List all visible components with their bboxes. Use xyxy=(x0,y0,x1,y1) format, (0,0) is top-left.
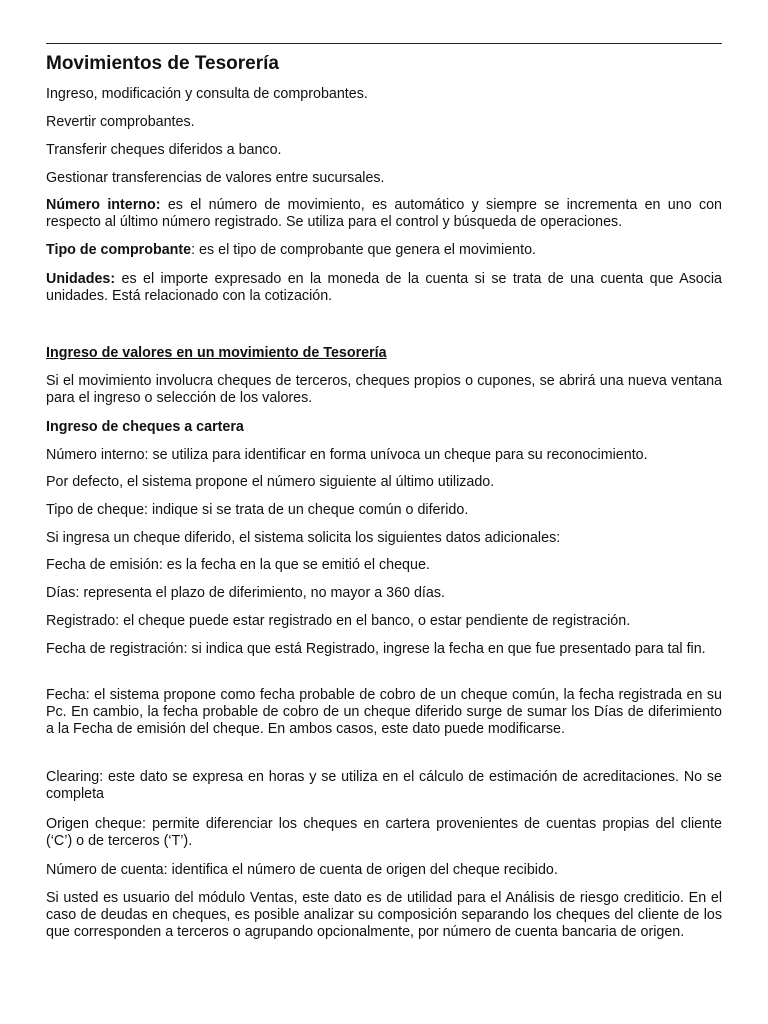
top-divider xyxy=(46,43,722,44)
field-tipo-comprobante xyxy=(46,242,722,259)
paragraph: Si usted es usuario del módulo Ventas, este dato es de utilidad para el Análisis de riesgo crediticio. En el caso de deudas en cheques, es posible analizar su composición separando los cheques del cliente de los que corresponden a terceros o agrupando opcionalmente, por número de cuenta bancaria de origen. xyxy=(46,890,722,940)
paragraph: Clearing: este dato se expresa en horas y se utiliza en el cálculo de estimación de acreditaciones. No se completa xyxy=(46,769,722,802)
section-intro: Si el movimiento involucra cheques de terceros, cheques propios o cupones, se abrirá una nueva ventana para el ingreso o selección de los valores. xyxy=(46,373,722,406)
subheading: Ingreso de cheques a cartera xyxy=(46,419,244,435)
page-title: Movimientos de Tesorería xyxy=(46,53,279,74)
paragraph: Por defecto, el sistema propone el número siguiente al último utilizado. xyxy=(46,474,495,490)
field-unidades xyxy=(46,271,722,305)
paragraph: Origen cheque: permite diferenciar los cheques en cartera provenientes de cuentas propias del cliente (‘C’) o de terceros (‘T’). xyxy=(46,816,722,849)
field-term: Unidades: xyxy=(46,271,116,287)
field-description: es el número de movimiento, es automático y siempre se incrementa en uno con respecto al último número registrado. Se utiliza para el control y búsqueda de operaciones. xyxy=(46,197,722,230)
paragraph: Número de cuenta: identifica el número de cuenta de origen del cheque recibido. xyxy=(46,862,558,878)
field-description: : es el tipo de comprobante que genera el movimiento. xyxy=(191,242,537,258)
paragraph: Tipo de cheque: indique si se trata de un cheque común o diferido. xyxy=(46,502,469,518)
field-numero-interno xyxy=(46,197,722,231)
intro-line: Ingreso, modificación y consulta de comprobantes. xyxy=(46,86,368,102)
field-description: es el importe expresado en la moneda de la cuenta si se trata de una cuenta que Asocia unidades. Está relacionado con la cotización. xyxy=(46,271,722,304)
section-heading: Ingreso de valores en un movimiento de Tesorería xyxy=(46,345,387,361)
intro-line: Transferir cheques diferidos a banco. xyxy=(46,142,282,158)
intro-line: Gestionar transferencias de valores entre sucursales. xyxy=(46,170,385,186)
paragraph: Fecha de registración: si indica que está Registrado, ingrese la fecha en que fue presentado para tal fin. xyxy=(46,641,706,657)
field-term: Número interno: xyxy=(46,197,161,213)
field-term: Tipo de comprobante xyxy=(46,242,192,258)
paragraph: Registrado: el cheque puede estar registrado en el banco, o estar pendiente de registración. xyxy=(46,613,631,629)
paragraph: Fecha de emisión: es la fecha en la que se emitió el cheque. xyxy=(46,557,430,573)
paragraph: Número interno: se utiliza para identificar en forma unívoca un cheque para su reconocimiento. xyxy=(46,447,648,463)
paragraph: Si ingresa un cheque diferido, el sistema solicita los siguientes datos adicionales: xyxy=(46,530,561,546)
paragraph: Fecha: el sistema propone como fecha probable de cobro de un cheque común, la fecha registrada en su Pc. En cambio, la fecha probable de cobro de un cheque diferido surge de sumar los Días de diferimiento a la Fecha de emisión del cheque. En ambos casos, este dato puede modificarse. xyxy=(46,687,722,737)
paragraph: Días: representa el plazo de diferimiento, no mayor a 360 días. xyxy=(46,585,445,601)
intro-line: Revertir comprobantes. xyxy=(46,114,195,130)
